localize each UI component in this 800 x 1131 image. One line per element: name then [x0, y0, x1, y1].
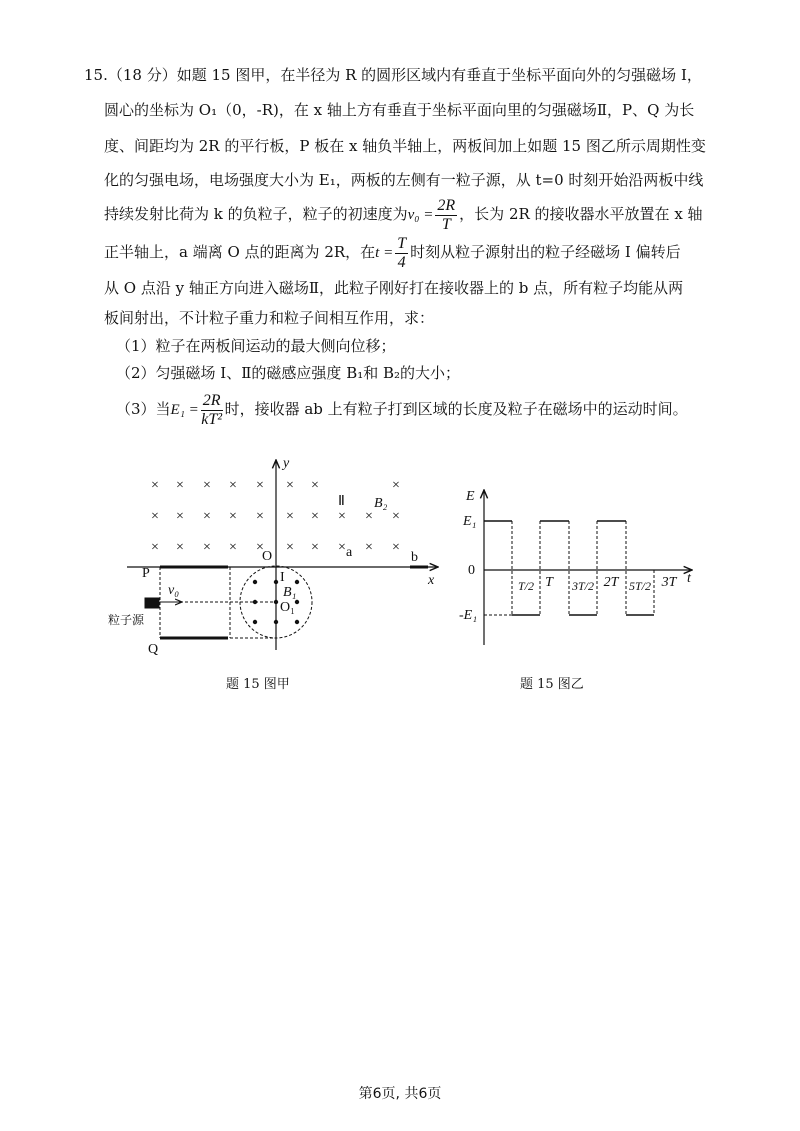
cross-mark: × [392, 540, 400, 555]
figure-a-diagram [108, 456, 438, 657]
question-number: 15. [84, 66, 108, 84]
cross-mark: × [338, 509, 346, 524]
cross-mark: × [311, 478, 319, 493]
denominator: 4 [397, 253, 406, 271]
question-line-7: 从 O 点沿 y 轴正方向进入磁场Ⅱ，此粒子刚好打在接收器上的 b 点，所有粒子均能从两 [104, 279, 684, 297]
t-tick-label: 3T/2 [571, 579, 595, 593]
question-line-4: 化的匀强电场，电场强度大小为 E₁，两板的左侧有一粒子源，从 t=0 时刻开始沿两板中线 [104, 171, 704, 189]
question-line-3: 度、间距均为 2R 的平行板，P 板在 x 轴负半轴上，两板间加上如题 15 图乙所示周期性变 [104, 137, 706, 155]
b1-label: B₁ [283, 585, 297, 600]
cross-mark: × [365, 540, 373, 555]
region-2-label: Ⅱ [338, 494, 345, 509]
question-points: （18 分） [107, 66, 177, 84]
region-1-label: I [280, 570, 285, 585]
cross-mark: × [311, 540, 319, 555]
plate-q-label: Q [148, 642, 159, 657]
formula: t = [375, 245, 394, 261]
cross-mark: × [203, 509, 211, 524]
page-footer: 第6页, 共6页 [358, 1086, 442, 1102]
cross-mark: × [151, 478, 159, 493]
cross-mark: × [176, 509, 184, 524]
cross-mark: × [286, 509, 294, 524]
cross-mark: × [229, 478, 237, 493]
cross-mark: × [286, 540, 294, 555]
origin-label: O [262, 549, 273, 564]
cross-mark: × [392, 478, 400, 493]
cross-mark: × [338, 540, 346, 555]
cross-mark: × [229, 540, 237, 555]
cross-mark: × [176, 478, 184, 493]
x-axis-label: x [428, 573, 435, 588]
cross-mark: × [151, 540, 159, 555]
b2-label: B₂ [374, 496, 388, 511]
t-tick-label: 3T [661, 575, 677, 590]
t-tick-label: 5T/2 [628, 579, 652, 593]
figure-a-caption: 题 15 图甲 [226, 677, 290, 692]
numerator: T [397, 234, 407, 252]
text: 时刻从粒子源射出的粒子经磁场 I 偏转后 [410, 243, 681, 261]
cross-mark: × [176, 540, 184, 555]
text: ，长为 2R 的接收器水平放置在 x 轴 [459, 205, 703, 223]
text: 时，接收器 ab 上有粒子打到区域的长度及粒子在磁场中的运动时间。 [224, 400, 688, 418]
cross-mark: × [256, 478, 264, 493]
cross-mark: × [311, 509, 319, 524]
wave-dashes [484, 521, 654, 615]
cross-mark: × [151, 509, 159, 524]
cross-mark: × [229, 509, 237, 524]
t-tick-label: 2T [603, 575, 619, 590]
zero-label: 0 [468, 563, 475, 578]
point-b-label: b [411, 550, 418, 565]
formula: E₁ = [170, 402, 199, 418]
cross-mark: × [256, 540, 264, 555]
numerator: 2R [437, 196, 456, 214]
y-axis-label: y [283, 456, 290, 471]
cross-mark: × [286, 478, 294, 493]
cross-mark: × [392, 509, 400, 524]
t-tick-label: T [545, 575, 553, 590]
sub-question-1: （1）粒子在两板间运动的最大侧向位移； [116, 337, 396, 355]
e1-label: E₁ [463, 514, 477, 529]
cross-mark: × [256, 509, 264, 524]
cross-mark: × [203, 540, 211, 555]
e-axis-label: E [466, 489, 475, 504]
text: 如题 15 图甲，在半径为 R 的圆形区域内有垂直于坐标平面向外的匀强磁场 I， [176, 66, 702, 84]
figure-b-graph [459, 489, 692, 645]
text: 正半轴上，a 端离 O 点的距离为 2R，在 [104, 243, 376, 261]
question-line-8: 板间射出，不计粒子重力和粒子间相互作用，求： [104, 309, 435, 327]
text: 持续发射比荷为 k 的负粒子，粒子的初速度为 [104, 205, 408, 223]
neg-e1-label: -E₁ [459, 608, 478, 623]
cross-mark: × [203, 478, 211, 493]
source-label: 粒子源 [108, 613, 145, 627]
text: （3）当 [116, 400, 171, 418]
cross-mark: × [365, 509, 373, 524]
v0-label: v₀ [168, 583, 180, 598]
o1-label: O₁ [280, 600, 295, 615]
question-line-2: 圆心的坐标为 O₁（0，-R)，在 x 轴上方有垂直于坐标平面向里的匀强磁场Ⅱ，P、Q 为长 [104, 101, 695, 119]
point-a-label: a [346, 545, 353, 560]
particle-source [145, 598, 159, 608]
t-axis-label: t [687, 571, 691, 586]
plate-p-label: P [142, 566, 150, 581]
t-tick-label: T/2 [517, 579, 535, 593]
denominator: kT² [201, 410, 223, 428]
sub-question-2: （2）匀强磁场 I、Ⅱ的磁感应强度 B₁和 B₂的大小； [116, 364, 461, 382]
formula: v₀ = [407, 207, 434, 223]
figure-b-caption: 题 15 图乙 [520, 677, 584, 692]
numerator: 2R [202, 391, 221, 409]
denominator: T [441, 215, 451, 233]
